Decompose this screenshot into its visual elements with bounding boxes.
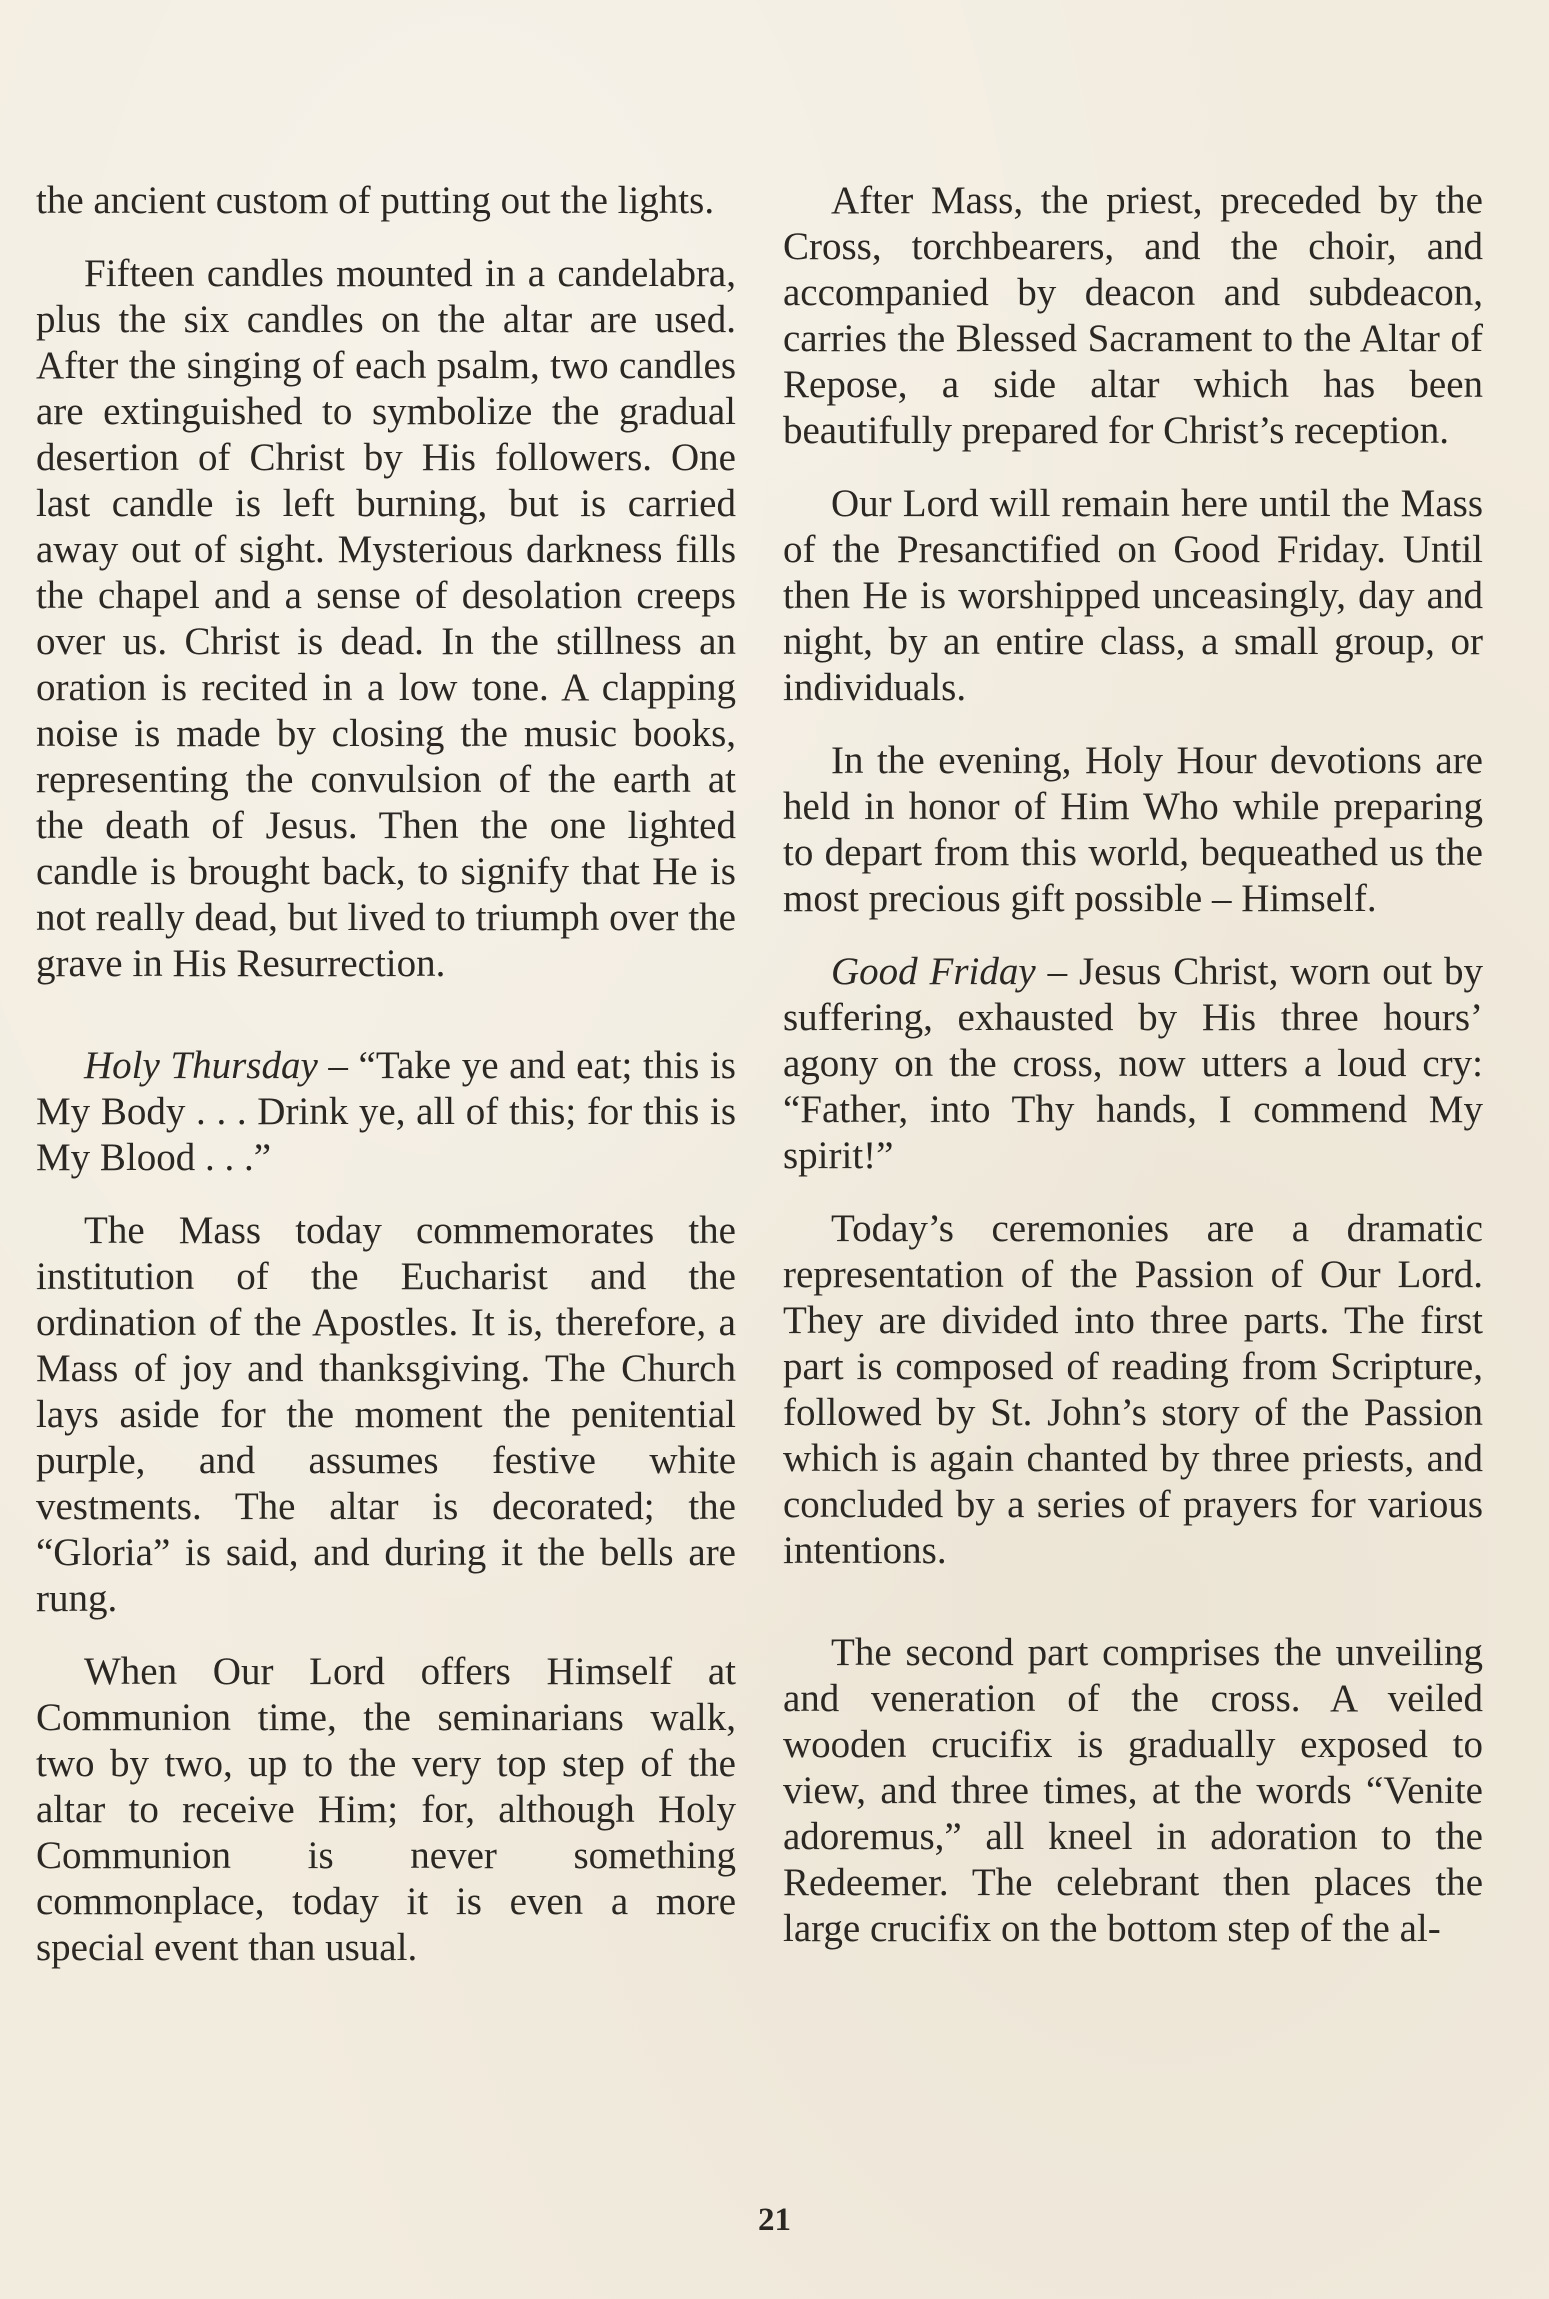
paragraph-communion-time: When Our Lord offers Himself at Communion time, the seminarians walk, two by two, up to the very top step of the altar to receive Him; for, although Holy Communion is never something commonplace, today it is even a more special event than usual. — [36, 1650, 736, 1969]
paragraph-fifteen-candles: Fifteen candles mounted in a candelabra, plus the six candles on the altar are used. After the singing of each psalm, two candles are extinguished to symbolize the gradual desertion of Christ by His followers. One last candle is left burning, but is carried away out of sight. Mysterious darkness fills the chapel and a sense of desolation creeps over us. Christ is dead. In the stillness an oration is recited in a low tone. A clapping noise is made by closing the music books, representing the convulsion of the earth at the death of Jesus. Then the one lighted candle is brought back, to signify that He is not really dead, but lived to triumph over the grave in His Resurrection. — [36, 252, 736, 985]
paragraph-mass-today: The Mass today commemorates the institution of the Eucharist and the ordination of the Apostles. It is, therefore, a Mass of joy and thanksgiving. The Church lays aside for the moment the penitential purple, and assumes festive white vestments. The altar is decorated; the “Gloria” is said, and during it the bells are rung. — [36, 1209, 736, 1620]
paragraph-our-lord-remain: Our Lord will remain here until the Mass of the Presanctified on Good Friday. Until then He is worshipped unceasingly, day and night, by an entire class, a small group, or individuals. — [783, 482, 1483, 709]
good-friday-heading: Good Friday — [831, 950, 1036, 993]
paragraph-after-mass: After Mass, the priest, preceded by the Cross, torchbearers, and the choir, and accompanied by deacon and subdeacon, carries the Blessed Sacrament to the Altar of Repose, a side altar which has been beautifully prepared for Christ’s reception. — [783, 179, 1483, 452]
left-column — [36, 178, 736, 1998]
paragraph-good-friday — [783, 949, 1483, 1179]
page-number: 21 — [758, 2202, 791, 2238]
paragraph-holy-thursday — [36, 1043, 736, 1181]
paragraph-ancient-custom: the ancient custom of putting out the lights. — [36, 179, 715, 222]
paragraph-todays-ceremonies: Today’s ceremonies are a dramatic representation of the Passion of Our Lord. They are divided into three parts. The first part is composed of reading from Scripture, followed by St. John’s story of the Passion which is again chanted by three priests, and concluded by a series of prayers for various intentions. — [783, 1207, 1483, 1572]
good-friday-body: – Jesus Christ, worn out by suffering, exhausted by His three hours’ agony on the cross, now utters a loud cry: “Father, into Thy hands, I commend My spirit!” — [783, 950, 1483, 1177]
paragraph-second-part: The second part comprises the unveiling and veneration of the cross. A veiled wooden crucifix is gradually exposed to view, and three times, at the words “Venite adoremus,” all kneel in adoration to the Redeemer. The celebrant then places the large crucifix on the bottom step of the al- — [783, 1631, 1483, 1950]
right-column — [783, 178, 1483, 1979]
holy-thursday-heading: Holy Thursday — [84, 1044, 318, 1087]
holy-thursday-quote: – “Take ye and eat; this is My Body . . . Drink ye, all of this; for this is My Blood . . .” — [36, 1044, 736, 1179]
paragraph-holy-hour: In the evening, Holy Hour devotions are held in honor of Him Who while preparing to depart from this world, bequeathed us the most precious gift possible – Himself. — [783, 739, 1483, 920]
